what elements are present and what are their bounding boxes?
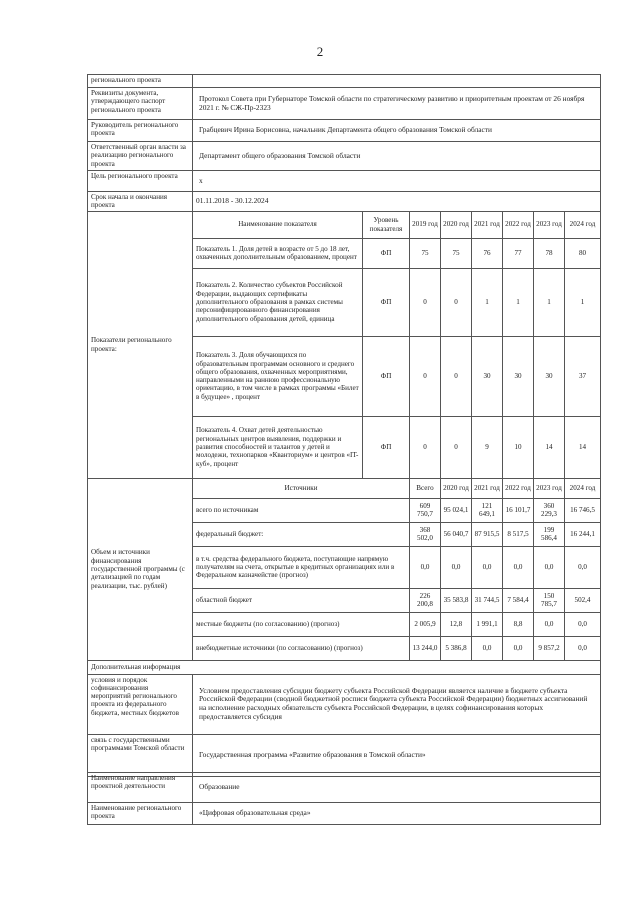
finance-value: 5 386,8 <box>441 636 472 660</box>
finance-value: 9 857,2 <box>534 636 565 660</box>
finance-value: 150 785,7 <box>534 588 565 612</box>
finance-value: 609 750,7 <box>410 498 441 522</box>
indicator-value: 0 <box>410 416 441 478</box>
col-header: 2023 год <box>534 478 565 498</box>
col-header: 2019 год <box>410 211 441 238</box>
indicator-name: Показатель 2. Количество субъектов Российской Федерации, выдающих сертификаты дополнительного образования в рамках системы персонифицированного финансирования дополнительного образования детей, единица <box>193 268 363 336</box>
finance-value: 0,0 <box>441 546 472 588</box>
finance-value: 226 200,8 <box>410 588 441 612</box>
indicator-value: 0 <box>441 336 472 416</box>
finance-value: 0,0 <box>565 636 601 660</box>
finance-value: 2 005,9 <box>410 612 441 636</box>
row-value: Условием предоставления субсидии бюджету субъекта Российской Федерации является наличие в бюджете субъекта Российской Федерации (сводной бюджетной росписи бюджета субъекта Российской Федерации) бюджетных ассигнований на исполнение расходных обязательств субъекта Российской Федерации, в целях софинансирования которых предоставляется субсидия <box>193 674 601 734</box>
finance-value: 56 040,7 <box>441 522 472 546</box>
finance-value: 121 649,1 <box>472 498 503 522</box>
finance-value: 31 744,5 <box>472 588 503 612</box>
col-header: 2022 год <box>503 211 534 238</box>
col-header: Уровень показателя <box>363 211 410 238</box>
passport-row <box>88 88 601 120</box>
finance-source: областной бюджет <box>193 588 410 612</box>
finance-value: 0,0 <box>565 612 601 636</box>
col-header: 2022 год <box>503 478 534 498</box>
row-label: Ответственный орган власти за реализацию регионального проекта <box>88 142 193 171</box>
finance-value: 16 244,1 <box>565 522 601 546</box>
finance-value: 0,0 <box>565 546 601 588</box>
indicator-value: 30 <box>472 336 503 416</box>
finance-header-row <box>88 478 601 498</box>
indicator-value: 1 <box>503 268 534 336</box>
col-header: Наименование показателя <box>193 211 363 238</box>
indicator-value: 14 <box>565 416 601 478</box>
indicator-value: 75 <box>441 238 472 268</box>
finance-source: всего по источникам <box>193 498 410 522</box>
row-label: Срок начала и окончания проекта <box>88 192 193 212</box>
finance-source: местные бюджеты (по согласованию) (прогноз) <box>193 612 410 636</box>
finance-value: 12,8 <box>441 612 472 636</box>
row-value <box>193 75 601 88</box>
finance-label: Объем и источники финансирования государственной программы (с детализацией по годам реализации, тыс. рублей) <box>88 478 193 660</box>
finance-value: 95 024,1 <box>441 498 472 522</box>
col-header: Источники <box>193 478 410 498</box>
row-value: х <box>193 171 601 192</box>
finance-value: 0,0 <box>503 546 534 588</box>
passport-row <box>88 171 601 192</box>
row-label: Наименование регионального проекта <box>88 803 193 825</box>
indicator-value: 37 <box>565 336 601 416</box>
passport-row <box>88 120 601 142</box>
row-label: связь с государственными программами Томской области <box>88 734 193 776</box>
additional-title: Дополнительная информация <box>88 660 601 674</box>
indicator-value: 10 <box>503 416 534 478</box>
indicator-value: 80 <box>565 238 601 268</box>
col-header: 2020 год <box>441 478 472 498</box>
indicators-header-row <box>88 211 601 238</box>
indicator-value: 78 <box>534 238 565 268</box>
row-value: Департамент общего образования Томской области <box>193 142 601 171</box>
indicator-level: ФП <box>363 416 410 478</box>
indicator-value: 1 <box>534 268 565 336</box>
col-header: 2020 год <box>441 211 472 238</box>
indicator-value: 1 <box>472 268 503 336</box>
indicator-value: 9 <box>472 416 503 478</box>
finance-source: в т.ч. средства федерального бюджета, поступающие напрямую получателям на счета, открытые в кредитных организациях или в Федеральном казначействе (прогноз) <box>193 546 410 588</box>
indicator-value: 30 <box>534 336 565 416</box>
indicator-level: ФП <box>363 336 410 416</box>
indicator-level: ФП <box>363 238 410 268</box>
indicator-value: 75 <box>410 238 441 268</box>
finance-value: 368 502,0 <box>410 522 441 546</box>
page-number: 2 <box>316 44 324 59</box>
finance-value: 8,8 <box>503 612 534 636</box>
indicators-label: Показатели регионального проекта: <box>88 211 193 478</box>
additional-row <box>88 734 601 776</box>
finance-value: 16 746,5 <box>565 498 601 522</box>
finance-value: 0,0 <box>534 546 565 588</box>
col-header: 2024 год <box>565 211 601 238</box>
finance-value: 0,0 <box>534 612 565 636</box>
indicator-name: Показатель 4. Охват детей деятельностью региональных центров выявления, поддержки и развития способностей и талантов у детей и молодежи, технопарков «Кванториум» и центров «IT-куб», процент <box>193 416 363 478</box>
row-label: Руководитель регионального проекта <box>88 120 193 142</box>
passport-table <box>87 74 601 777</box>
indicator-level: ФП <box>363 268 410 336</box>
indicator-name: Показатель 1. Доля детей в возрасте от 5 до 18 лет, охваченных дополнительным образованием, процент <box>193 238 363 268</box>
indicator-value: 1 <box>565 268 601 336</box>
finance-value: 199 586,4 <box>534 522 565 546</box>
col-header: 2024 год <box>565 478 601 498</box>
col-header: Всего <box>410 478 441 498</box>
row-value: Образование <box>193 773 601 803</box>
finance-value: 502,4 <box>565 588 601 612</box>
passport-row <box>88 142 601 171</box>
row-label: Цель регионального проекта <box>88 171 193 192</box>
passport-row <box>88 75 601 88</box>
finance-source: федеральный бюджет: <box>193 522 410 546</box>
finance-value: 7 584,4 <box>503 588 534 612</box>
finance-value: 0,0 <box>410 546 441 588</box>
finance-value: 360 229,3 <box>534 498 565 522</box>
row-label: условия и порядок софинансирования мероприятий регионального проекта из федерального бюджета, местных бюджетов <box>88 674 193 734</box>
indicator-value: 77 <box>503 238 534 268</box>
finance-value: 16 101,7 <box>503 498 534 522</box>
indicator-value: 0 <box>410 336 441 416</box>
indicator-value: 76 <box>472 238 503 268</box>
indicator-value: 14 <box>534 416 565 478</box>
row-value: Грабцевич Ирина Борисовна, начальник Департамента общего образования Томской области <box>193 120 601 142</box>
indicator-name: Показатель 3. Доля обучающихся по образовательным программам основного и среднего общего образования, охваченных мероприятиями, направленными на раннюю профессиональную ориентацию, в том числе в рамках программы «Билет в будущее» , процент <box>193 336 363 416</box>
row-label: регионального проекта <box>88 75 193 88</box>
finance-source: внебюджетные источники (по согласованию) (прогноз) <box>193 636 410 660</box>
col-header: 2021 год <box>472 211 503 238</box>
row-label: Реквизиты документа, утверждающего паспорт регионального проекта <box>88 88 193 120</box>
indicator-value: 0 <box>441 268 472 336</box>
col-header: 2021 год <box>472 478 503 498</box>
finance-value: 13 244,0 <box>410 636 441 660</box>
finance-value: 87 915,5 <box>472 522 503 546</box>
finance-value: 8 517,5 <box>503 522 534 546</box>
passport-row <box>88 192 601 212</box>
indicator-value: 30 <box>503 336 534 416</box>
indicator-value: 0 <box>441 416 472 478</box>
row-value: «Цифровая образовательная среда» <box>193 803 601 825</box>
finance-value: 0,0 <box>472 636 503 660</box>
finance-value: 35 583,8 <box>441 588 472 612</box>
additional-row <box>88 674 601 734</box>
row-value: 01.11.2018 - 30.12.2024 <box>193 192 601 212</box>
row-label: Наименование направления проектной деятельности <box>88 773 193 803</box>
finance-value: 1 991,1 <box>472 612 503 636</box>
finance-value: 0,0 <box>472 546 503 588</box>
row-value: Государственная программа «Развитие образования в Томской области» <box>193 734 601 776</box>
additional-title-row <box>88 660 601 674</box>
row-value: Протокол Совета при Губернаторе Томской области по стратегическому развитию и приоритетным проектам от 26 ноября 2021 г. № СЖ-Пр-2323 <box>193 88 601 120</box>
second-row <box>88 803 601 825</box>
col-header: 2023 год <box>534 211 565 238</box>
second-table <box>87 772 601 825</box>
finance-value: 0,0 <box>503 636 534 660</box>
indicator-value: 0 <box>410 268 441 336</box>
second-row <box>88 773 601 803</box>
